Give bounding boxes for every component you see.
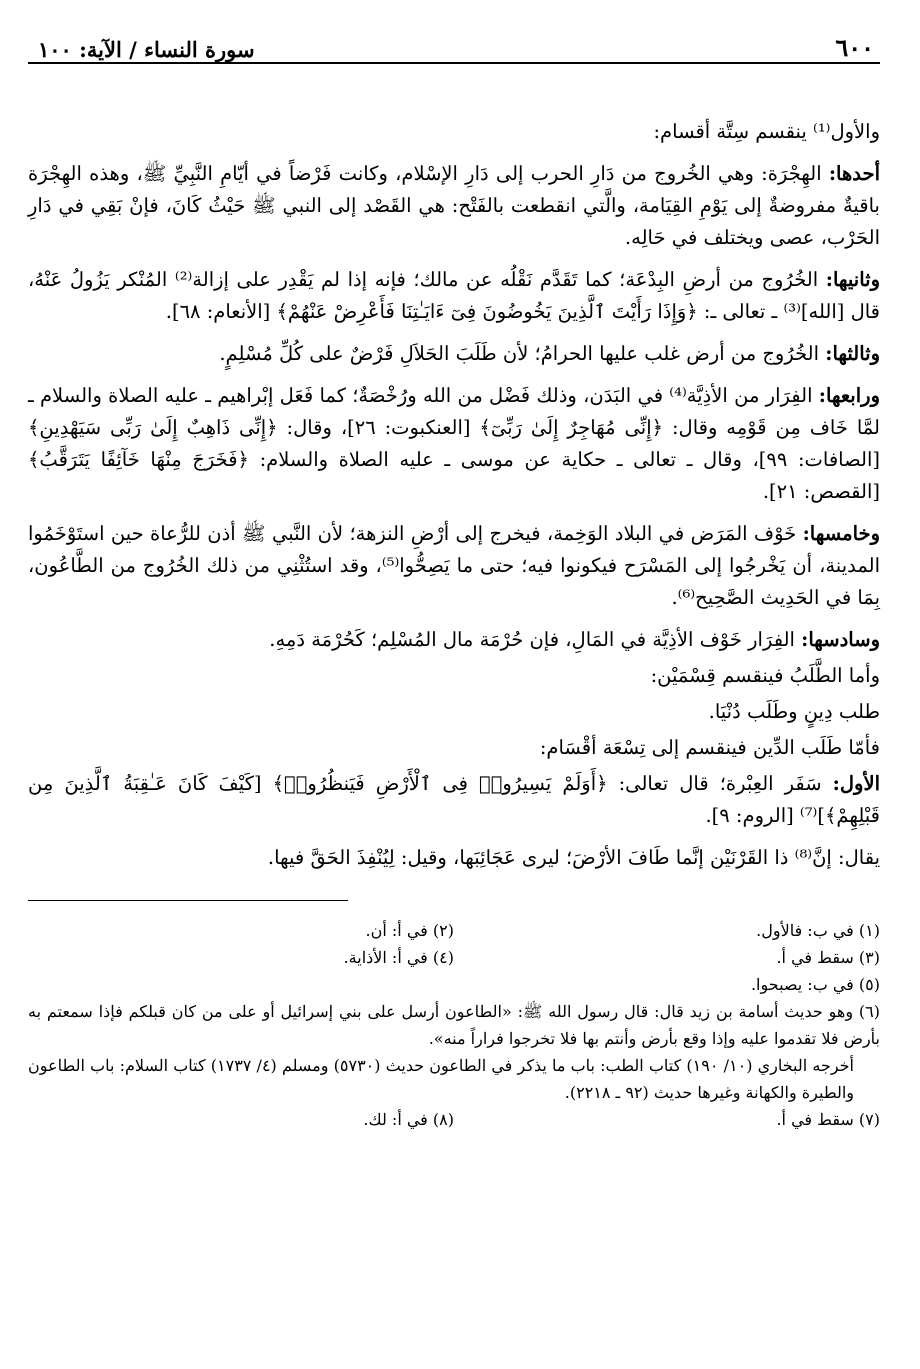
paragraph-talab-din: فأمّا طَلَب الدِّين فينقسم إلى تِسْعَة أقْسَام: xyxy=(539,736,880,759)
paragraph-first xyxy=(28,158,880,254)
text-fourth: الفِرَار من الأذِيَّة⁽⁴⁾ في البَدَن، وذلك فَضْل من الله ورُخْصَةٌ؛ كما فَعَل إبْراهيم ـ عليه الصلاة والسلام ـ لمَّا خَاف مِن قَوْمِه وقال: ﴿إِنِّى مُهَاجِرٌ إِلَىٰ رَبِّىٓ﴾ [العنكبوت: ٢٦]، وقال: ﴿إِنِّى ذَاهِبٌ إِلَىٰ رَبِّى سَيَهْدِينِ﴾ [الصافات: ٩٩]، وقال ـ تعالى ـ حكاية عن موسى ـ عليه الصلاة والسلام: ﴿فَخَرَجَ مِنْهَا خَآئِفًا يَتَرَقَّبُ﴾ [القصص: ٢١]. xyxy=(28,384,880,503)
paragraph-talab: وأما الطَّلَبُ فينقسم قِسْمَيْن: xyxy=(650,664,880,687)
running-title: سورة النساء / الآية: ١٠٠ xyxy=(38,37,255,62)
footnote-row xyxy=(28,944,880,971)
paragraph-first-kind xyxy=(28,768,880,832)
paragraph-dhul-qarnayn: يقال: إنَّ⁽⁸⁾ ذا القَرْنَيْن إنَّما طَافَ الأرْضَ؛ ليرى عَجَائِبَها، وقيل: لِيُنْفِذَ الحَقَّ فيها. xyxy=(267,846,880,869)
paragraph-talab-kinds: طلب دِينٍ وطَلَب دُنْيَا. xyxy=(708,700,880,723)
paragraph-fourth xyxy=(28,380,880,508)
text-third: الخُرُوج من أرض غلب عليها الحرامُ؛ لأن طَلَبَ الحَلاَلِ فَرْضٌ على كُلِّ مُسْلِمٍ. xyxy=(219,342,826,365)
text-fifth: خَوْف المَرَض في البلاد الوَخِمة، فيخرج إلى أرْضِ النزهة؛ لأن النَّبي ﷺ أذن للرُّعاة حين استَوْخَمُوا المدينة، أن يَخْرجُوا إلى المَسْرَح فيكونوا فيه؛ حتى ما يَصِحُّوا⁽⁵⁾، وقد استُثْنِي من ذلك الخُرُوج من الطَّاعُون، بِمَا في الحَدِيث الصَّحِيح⁽⁶⁾. xyxy=(28,522,880,609)
term-fourth: ورابعها: xyxy=(818,384,880,407)
intro-paragraph: والأول⁽¹⁾ ينقسم سِتَّة أقسام: xyxy=(653,120,880,143)
paragraph-third xyxy=(28,338,880,370)
page-header xyxy=(28,20,880,64)
term-third: وثالثها: xyxy=(825,342,880,365)
paragraph-fifth xyxy=(28,518,880,614)
footnote-separator xyxy=(28,900,348,901)
paragraph-second xyxy=(28,264,880,328)
text-second: الخُرُوج من أرضِ البِدْعَة؛ كما تَقَدَّم نَقْلُه عن مالك؛ فإنه إذا لم يَقْدِر على إزالة⁽²⁾ المُنْكر يَزُولُ عَنْهُ، قال [الله]⁽³⁾ ـ تعالى ـ: ﴿وَإِذَا رَأَيْتَ ٱلَّذِينَ يَخُوضُونَ فِىٓ ءَايَـٰتِنَا فَأَعْرِضْ عَنْهُمْ﴾ [الأنعام: ٦٨]. xyxy=(28,268,880,323)
main-text xyxy=(28,116,880,874)
text-sixth: الفِرَار خَوْف الأذِيَّة في المَالِ، فإن حُرْمَة مال المُسْلِم؛ كَحُرْمَة دَمِهِ. xyxy=(269,628,802,651)
page-number: ٦٠٠ xyxy=(835,33,874,62)
text-first-kind: سَفَر العِبْرة؛ قال تعالى: ﴿أَوَلَمْ يَسِيرُوا۟ فِى ٱلْأَرْضِ فَيَنظُرُوا۟﴾ [كَيْفَ كَانَ عَـٰقِبَةُ ٱلَّذِينَ مِن قَبْلِهِمْ﴾]⁽⁷⁾ [الروم: ٩]. xyxy=(28,772,880,827)
book-page xyxy=(28,20,880,1350)
text-first: الهِجْرَة: وهي الخُروج من دَارِ الحرب إلى دَارِ الإسْلام، وكانت فَرْضاً في أيّامِ النَّبِيِّ ﷺ، وهذه الهِجْرَة باقيةٌ مفروضةٌ إلى يَوْمِ القِيَامة، والَّتي انقطعت بالفَتْح: هي القَصْد إلى النبي ﷺ حَيْثُ كَانَ، فإنْ بَقِي في دَارِ الحَرْب، عصى ويختلف في حَالِه. xyxy=(28,162,880,249)
footnotes xyxy=(28,917,880,1133)
footnote-row xyxy=(28,1106,880,1133)
footnote-6-continuation: أخرجه البخاري (١٠/ ١٩٠) كتاب الطب: باب ما يذكر في الطاعون حديث (٥٧٣٠) ومسلم (٤/ ١٧٣٧) كتاب السلام: باب الطاعون والطيرة والكهانة وغيرها حديث (٩٢ ـ ٢٢١٨). xyxy=(28,1056,855,1102)
footnote-1: (١) في ب: فالأول. xyxy=(756,921,880,940)
footnote-5: (٥) في ب: يصبحوا. xyxy=(750,975,880,994)
footnote-7: (٧) سقط في أ. xyxy=(776,1110,880,1129)
footnote-row xyxy=(28,917,880,944)
footnote-6: (٦) وهو حديث أسامة بن زيد قال: قال رسول الله ﷺ: «الطاعون أرسل على بني إسرائيل أو على من كان قبلكم فإذا سمعتم به بأرض فلا تقدموا عليه وإذا وقع بأرض وأنتم بها فلا تخرجوا فراراً منه». xyxy=(28,1002,881,1048)
term-first-kind: الأول: xyxy=(832,772,880,795)
term-second: وثانيها: xyxy=(825,268,881,291)
term-sixth: وسادسها: xyxy=(801,628,880,651)
footnote-8: (٨) في أ: لك. xyxy=(363,1110,454,1129)
footnote-2: (٢) في أ: أن. xyxy=(365,921,454,940)
footnote-3: (٣) سقط في أ. xyxy=(776,948,880,967)
term-fifth: وخامسها: xyxy=(802,522,880,545)
term-first: أحدها: xyxy=(828,162,880,185)
footnote-4: (٤) في أ: الأذاية. xyxy=(343,948,454,967)
paragraph-sixth xyxy=(28,624,880,656)
